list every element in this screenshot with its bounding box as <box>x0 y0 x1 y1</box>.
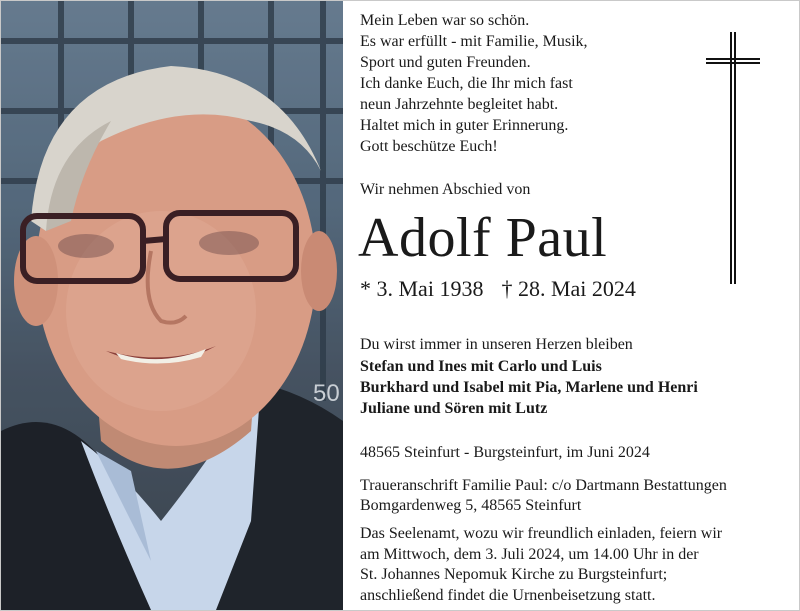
requiem-line: St. Johannes Nepomuk Kirche zu Burgsteinfurt; <box>360 566 668 583</box>
poem-line: Haltet mich in guter Erinnerung. <box>360 117 569 134</box>
mourning-address <box>360 476 727 516</box>
address-line: Traueranschrift Familie Paul: c/o Dartmann Bestattungen <box>360 477 727 494</box>
life-dates <box>360 276 636 302</box>
poem-line: Ich danke Euch, die Ihr mich fast <box>360 75 573 92</box>
death-date: † 28. Mai 2024 <box>501 276 636 301</box>
poem-line: Gott beschütze Euch! <box>360 138 498 155</box>
place-date: 48565 Steinfurt - Burgsteinfurt, im Juni 2024 <box>360 444 650 461</box>
birth-date: * 3. Mai 1938 <box>360 276 484 301</box>
poem-line: Es war erfüllt - mit Familie, Musik, <box>360 33 588 50</box>
poem-line: Sport und guten Freunden. <box>360 54 531 71</box>
deceased-name: Adolf Paul <box>358 207 608 269</box>
mourners-list <box>360 356 698 419</box>
farewell-intro: Wir nehmen Abschied von <box>360 181 531 198</box>
cross-icon <box>704 32 764 287</box>
mourner-family: Juliane und Sören mit Lutz <box>360 400 548 417</box>
poem-line: neun Jahrzehnte begleitet habt. <box>360 96 559 113</box>
requiem-line: Das Seelenamt, wozu wir freundlich einladen, feiern wir <box>360 525 723 542</box>
portrait-photo <box>1 1 343 610</box>
address-line: Bomgardenweg 5, 48565 Steinfurt <box>360 497 582 514</box>
requiem-line: anschließend findet die Urnenbeisetzung statt. <box>360 586 656 604</box>
background-sign-text: 50 <box>313 380 340 407</box>
requiem-line: am Mittwoch, dem 3. Juli 2024, um 14.00 Uhr in der <box>360 545 699 563</box>
poem-line: Mein Leben war so schön. <box>360 12 530 29</box>
mourner-family: Stefan und Ines mit Carlo und Luis <box>360 358 602 375</box>
mourner-family: Burkhard und Isabel mit Pia, Marlene und Henri <box>360 379 698 396</box>
requiem-notice <box>360 524 722 606</box>
memory-line: Du wirst immer in unseren Herzen bleiben <box>360 336 633 353</box>
